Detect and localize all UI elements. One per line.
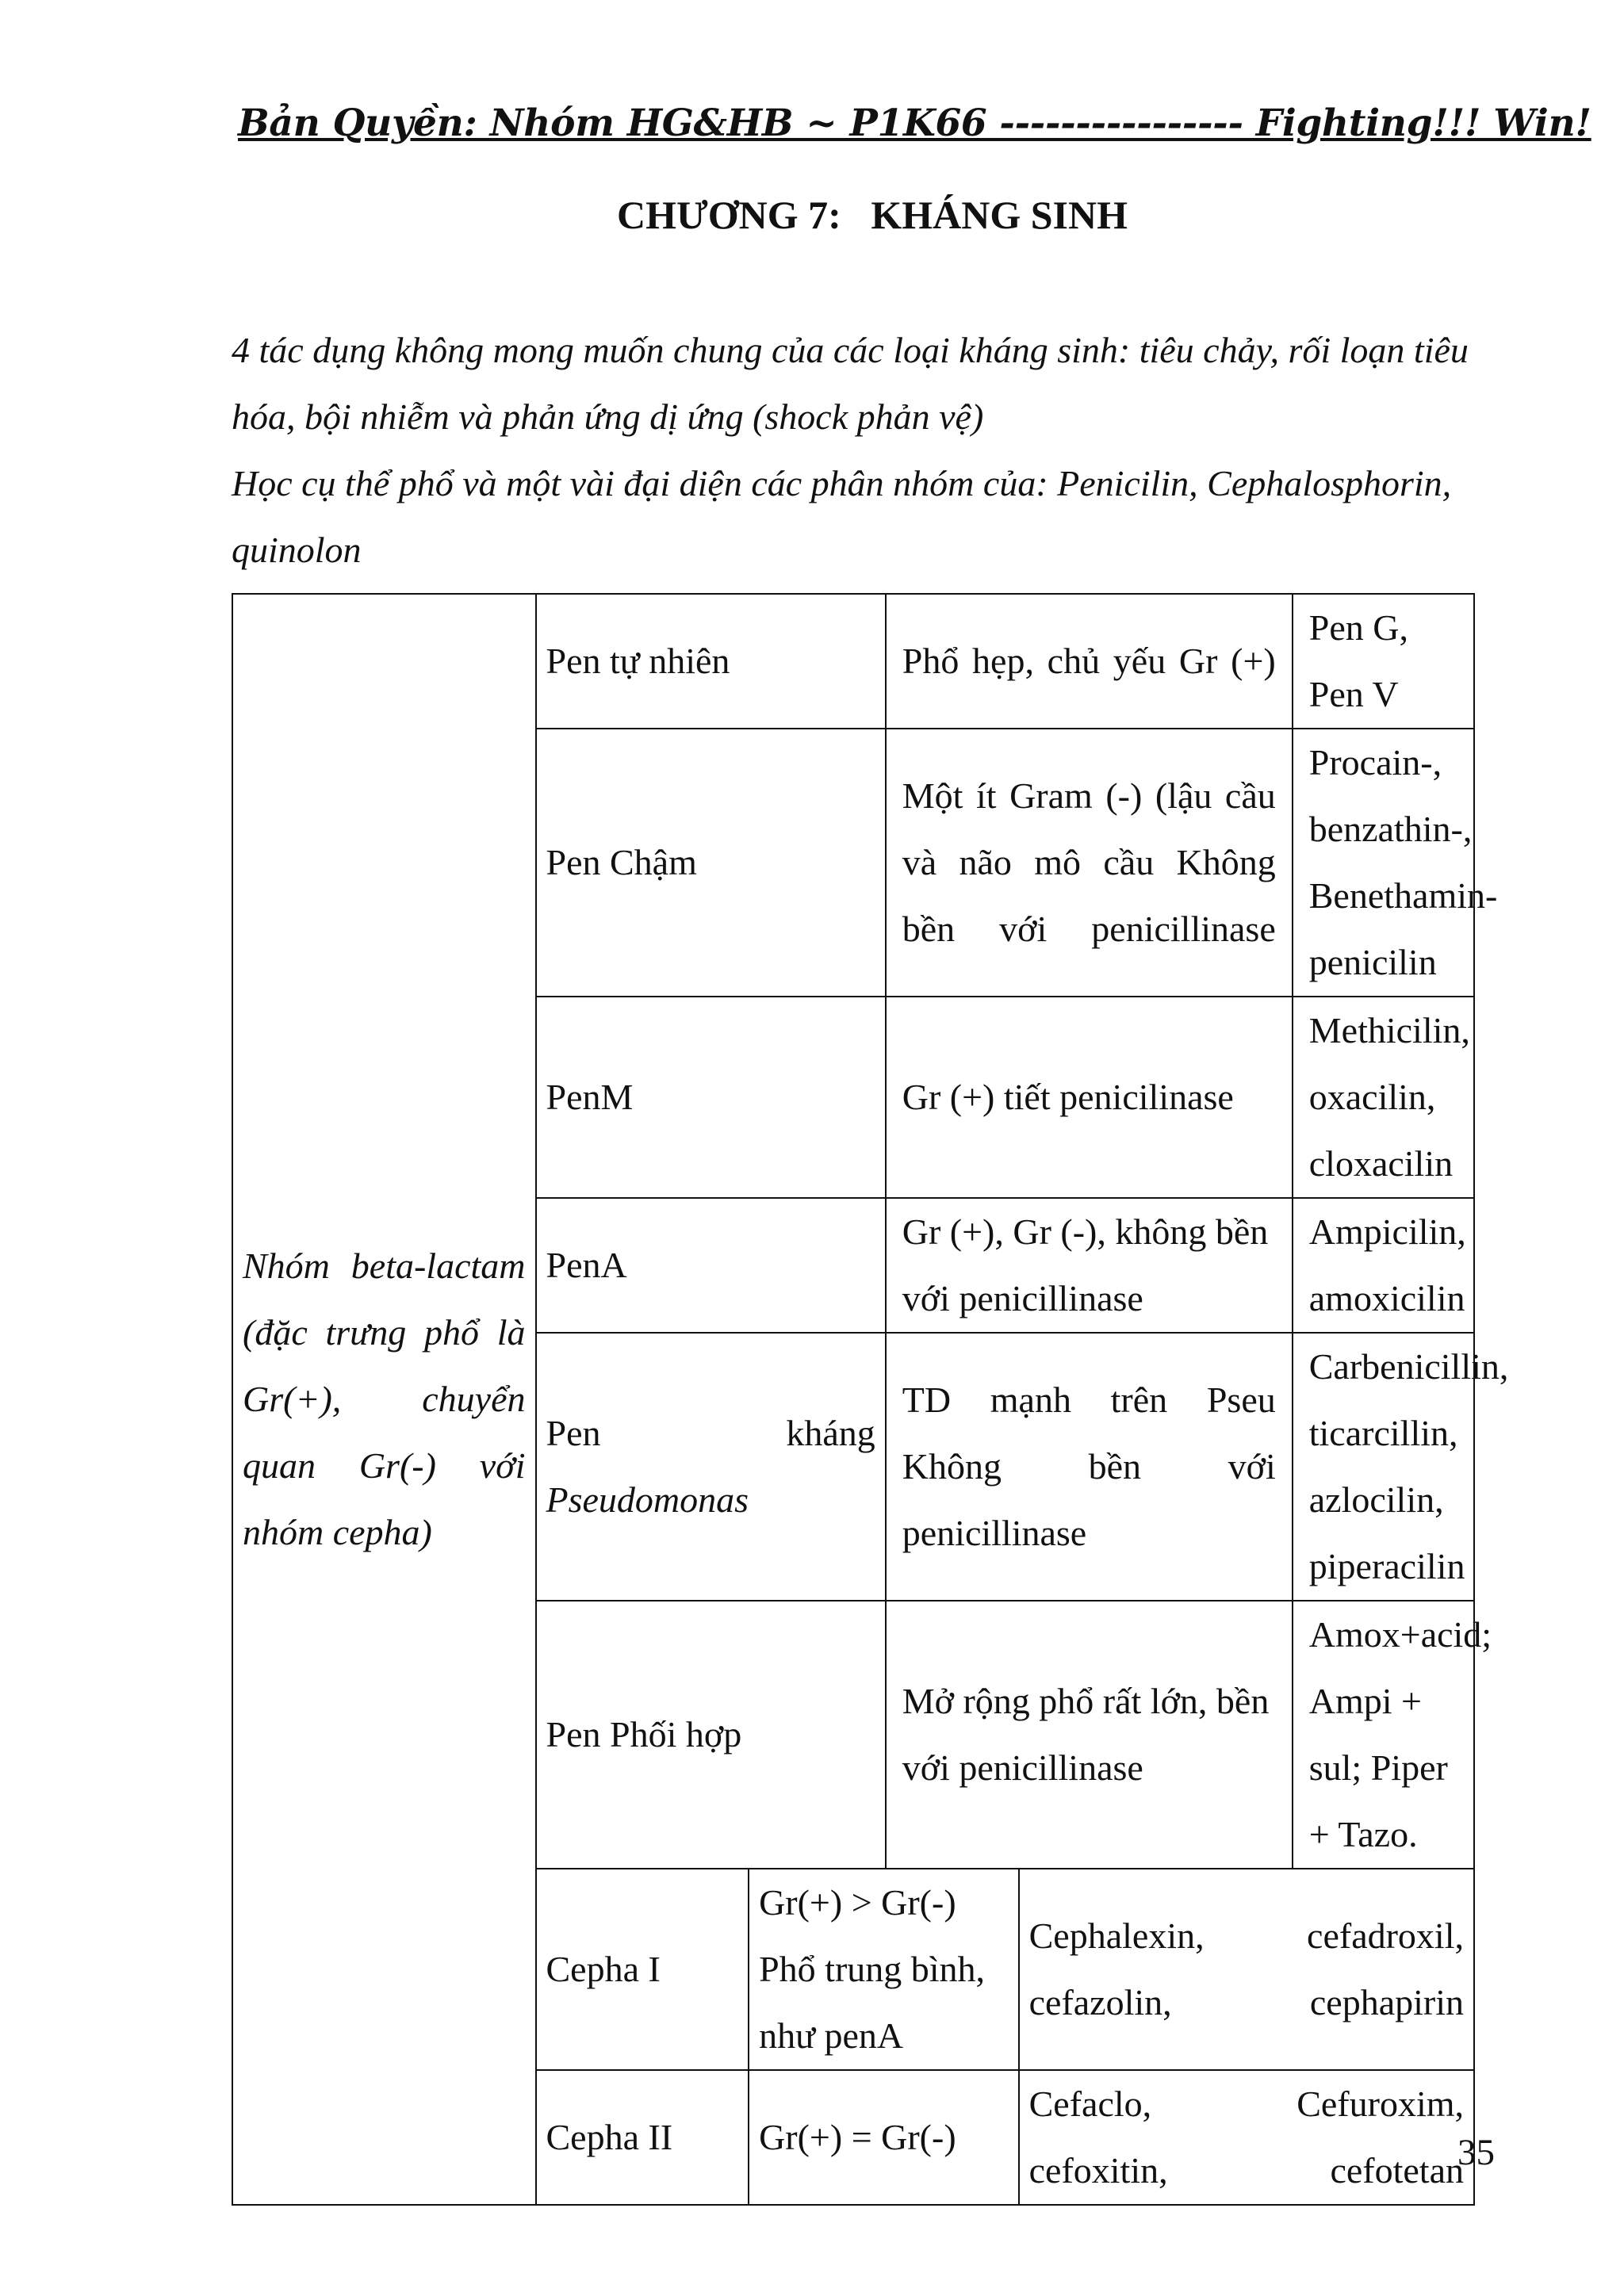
examples-cell: Pen G, Pen V <box>1308 607 1408 714</box>
examples-cell: Methicilin, oxacilin, cloxacilin <box>1308 1010 1470 1184</box>
spectrum-cell: Phổ hẹp, chủ yếu Gr (+) <box>887 595 1293 728</box>
spectrum-cell: Gr (+), Gr (-), không bền với penicillinase <box>887 1199 1293 1332</box>
intro-text <box>232 317 1477 584</box>
subgroup-name: PenA <box>536 1198 886 1333</box>
subgroup-name: Cepha I <box>536 1869 749 2070</box>
subgroup-name: PenM <box>536 997 886 1198</box>
examples-cell: Cephalexin, cefadroxil, cefazolin, cephapirin <box>1019 1869 1474 2070</box>
subgroup-name-text: Pen kháng <box>546 1413 875 1453</box>
examples-cell: Amox+acid; Ampi + sul; Piper + Tazo. <box>1308 1614 1492 1854</box>
examples-cell: Cefaclo, Cefuroxim, cefoxitin, cefotetan <box>1019 2070 1474 2205</box>
spectrum-cell: Gr(+) > Gr(-) Phổ trung bình, như penA <box>749 1869 1019 2070</box>
page-header: Bản Quyền: Nhóm HG&HB ~ P1K66 ---------------- Fighting!!! Win! <box>238 101 1591 145</box>
spectrum-cell: Mở rộng phổ rất lớn, bền với penicillinase <box>887 1601 1293 1868</box>
subgroup-name: Pen Chậm <box>536 729 886 997</box>
subgroup-name: Pen tự nhiên <box>536 594 886 729</box>
spectrum-cell: Một ít Gram (-) (lậu cầu và não mô cầu Không bền với penicillinase <box>887 729 1293 996</box>
intro-paragraph: 4 tác dụng không mong muốn chung của các loại kháng sinh: tiêu chảy, rối loạn tiêu hóa, bội nhiễm và phản ứng dị ứng (shock phản vệ) <box>232 330 1469 437</box>
spectrum-cell: Gr (+) tiết penicilinase <box>887 997 1293 1197</box>
examples-cell: Ampicilin, amoxicilin <box>1308 1211 1466 1318</box>
spectrum-cell: TD mạnh trên Pseu Không bền với penicillinase <box>887 1334 1293 1600</box>
subgroup-name-italic: Pseudomonas <box>546 1479 749 1520</box>
spectrum-cell: Gr(+) = Gr(-) <box>749 2070 1019 2205</box>
subgroup-name <box>536 1333 886 1601</box>
examples-cell: Procain-, benzathin-, Benethamin-penicilin <box>1308 742 1498 982</box>
subgroup-name: Pen Phối hợp <box>536 1601 886 1869</box>
page-number: 35 <box>1457 2132 1495 2173</box>
subgroup-name: Cepha II <box>536 2070 749 2205</box>
examples-cell: Carbenicillin, ticarcillin, azlocilin, piperacilin <box>1308 1346 1509 1586</box>
table-row <box>232 594 1474 729</box>
chapter-title: CHƯƠNG 7: KHÁNG SINH <box>617 193 1128 237</box>
group-cell: Nhóm beta-lactam (đặc trưng phổ là Gr(+), chuyển quan Gr(-) với nhóm cepha) <box>232 594 536 2205</box>
intro-paragraph: Học cụ thể phổ và một vài đại diện các phân nhóm của: Penicilin, Cephalosphorin, quinolon <box>232 463 1452 570</box>
